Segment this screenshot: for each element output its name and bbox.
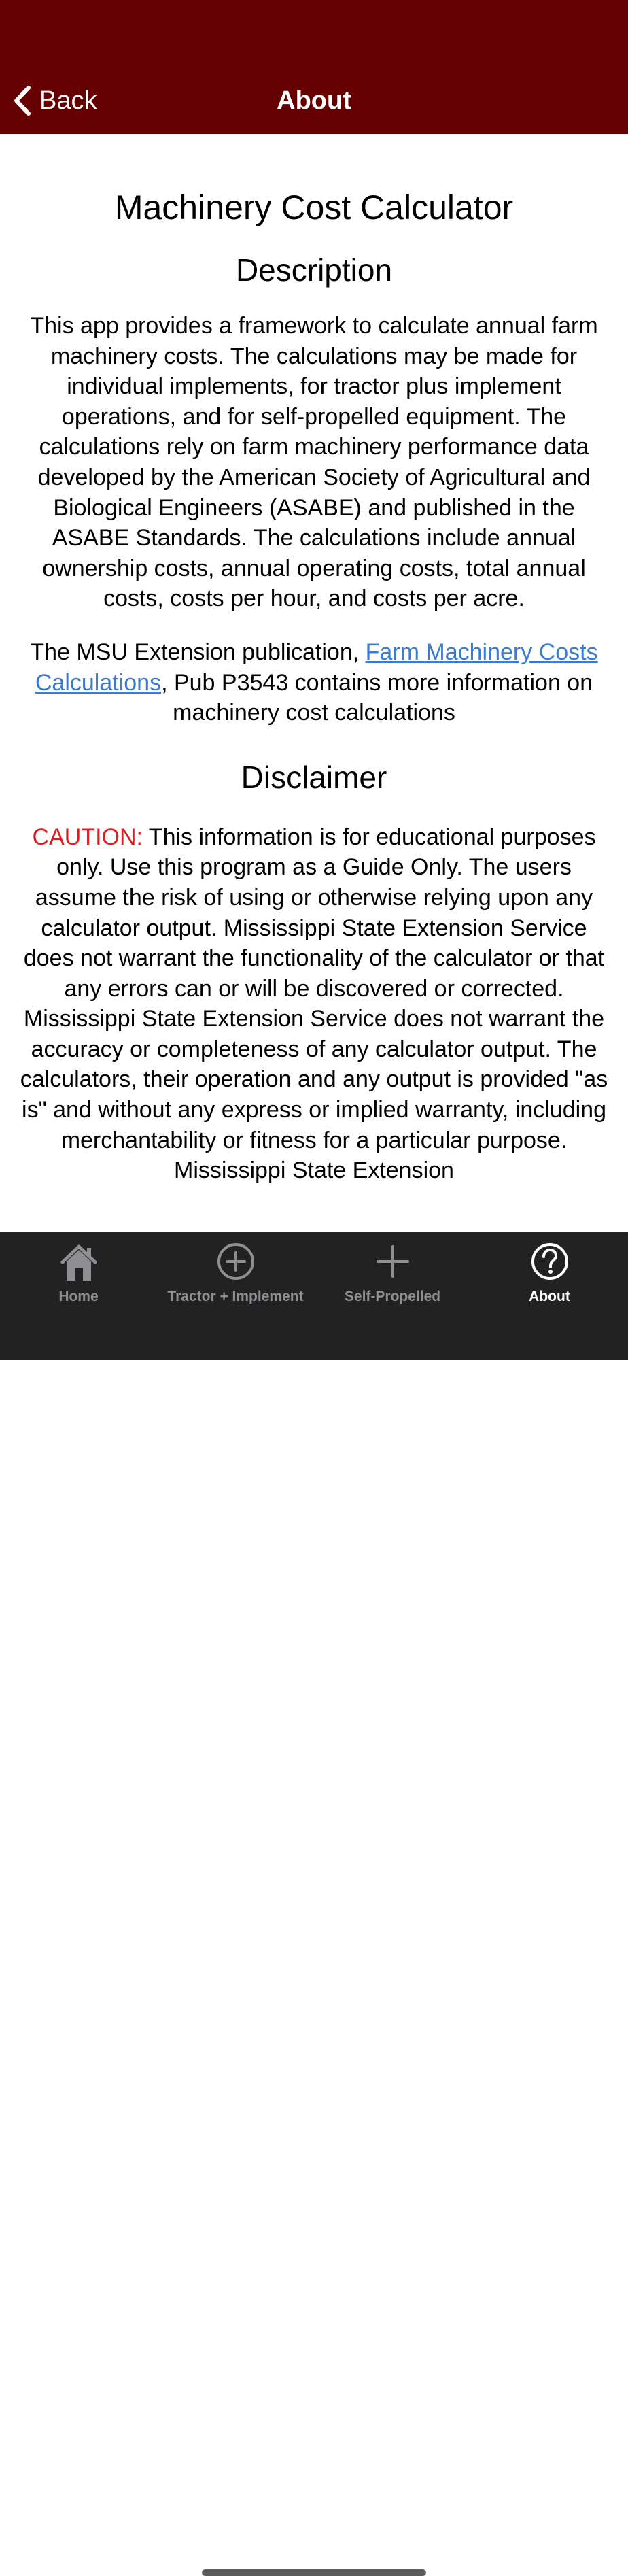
publication-paragraph	[15, 637, 613, 728]
home-indicator	[202, 2569, 426, 2576]
page-title: About	[277, 86, 351, 115]
tab-home-label: Home	[58, 1289, 99, 1304]
chevron-left-icon	[12, 85, 33, 116]
tab-home[interactable]	[0, 1232, 157, 1313]
caution-label: CAUTION:	[32, 824, 143, 850]
disclaimer-paragraph	[15, 822, 613, 1186]
back-label: Back	[39, 86, 97, 115]
question-circle-icon	[528, 1240, 572, 1283]
publication-link[interactable]: Farm Machinery Costs Calculations	[35, 639, 598, 696]
plus-icon	[371, 1240, 415, 1283]
tab-about-label: About	[529, 1289, 570, 1304]
tab-bar	[0, 1232, 628, 1360]
tab-about[interactable]	[471, 1232, 628, 1313]
about-content[interactable]	[0, 134, 628, 1232]
description-heading: Description	[235, 252, 393, 288]
description-text: This app provides a framework to calculate annual farm machinery costs. The calculations may be made for individual implements, for tractor plus implement operations, and for self-propelled equipment. The calculations rely on farm machinery performance data developed by the American Society of Agricultural and Biological Engineers (ASABE) and published in the ASABE Standards. The calculations include annual ownership costs, annual operating costs, total annual costs, costs per hour, and costs per acre.	[30, 313, 598, 612]
tab-self-propelled[interactable]	[314, 1232, 471, 1313]
disclaimer-heading: Disclaimer	[241, 759, 387, 795]
publication-prefix: The MSU Extension publication,	[30, 639, 366, 665]
app-title: Machinery Cost Calculator	[114, 188, 514, 226]
publication-suffix: , Pub P3543 contains more information on machinery cost calculations	[161, 669, 593, 726]
tab-self-propelled-label: Self-Propelled	[344, 1289, 441, 1304]
back-button[interactable]	[12, 82, 97, 120]
tab-tractor-implement[interactable]	[157, 1232, 314, 1313]
plus-circle-icon	[214, 1240, 258, 1283]
disclaimer-text: This information is for educational purposes only. Use this program as a Guide Only. The users assume the risk of using or otherwise relying upon any calculator output. Mississippi State Extension Service does not warrant the functionality of the calculator or that any errors can or will be discovered or corrected. Mississippi State Extension Service does not warrant the accuracy or completeness of any calculator output. The calculators, their operation and any output is provided "as is" and without any express or implied warranty, including merchantability or fitness for a particular purpose. Mississippi State Extension	[20, 824, 608, 1184]
nav-header	[0, 0, 628, 134]
tab-tractor-implement-label: Tractor + Implement	[167, 1289, 304, 1304]
home-icon	[57, 1240, 101, 1283]
